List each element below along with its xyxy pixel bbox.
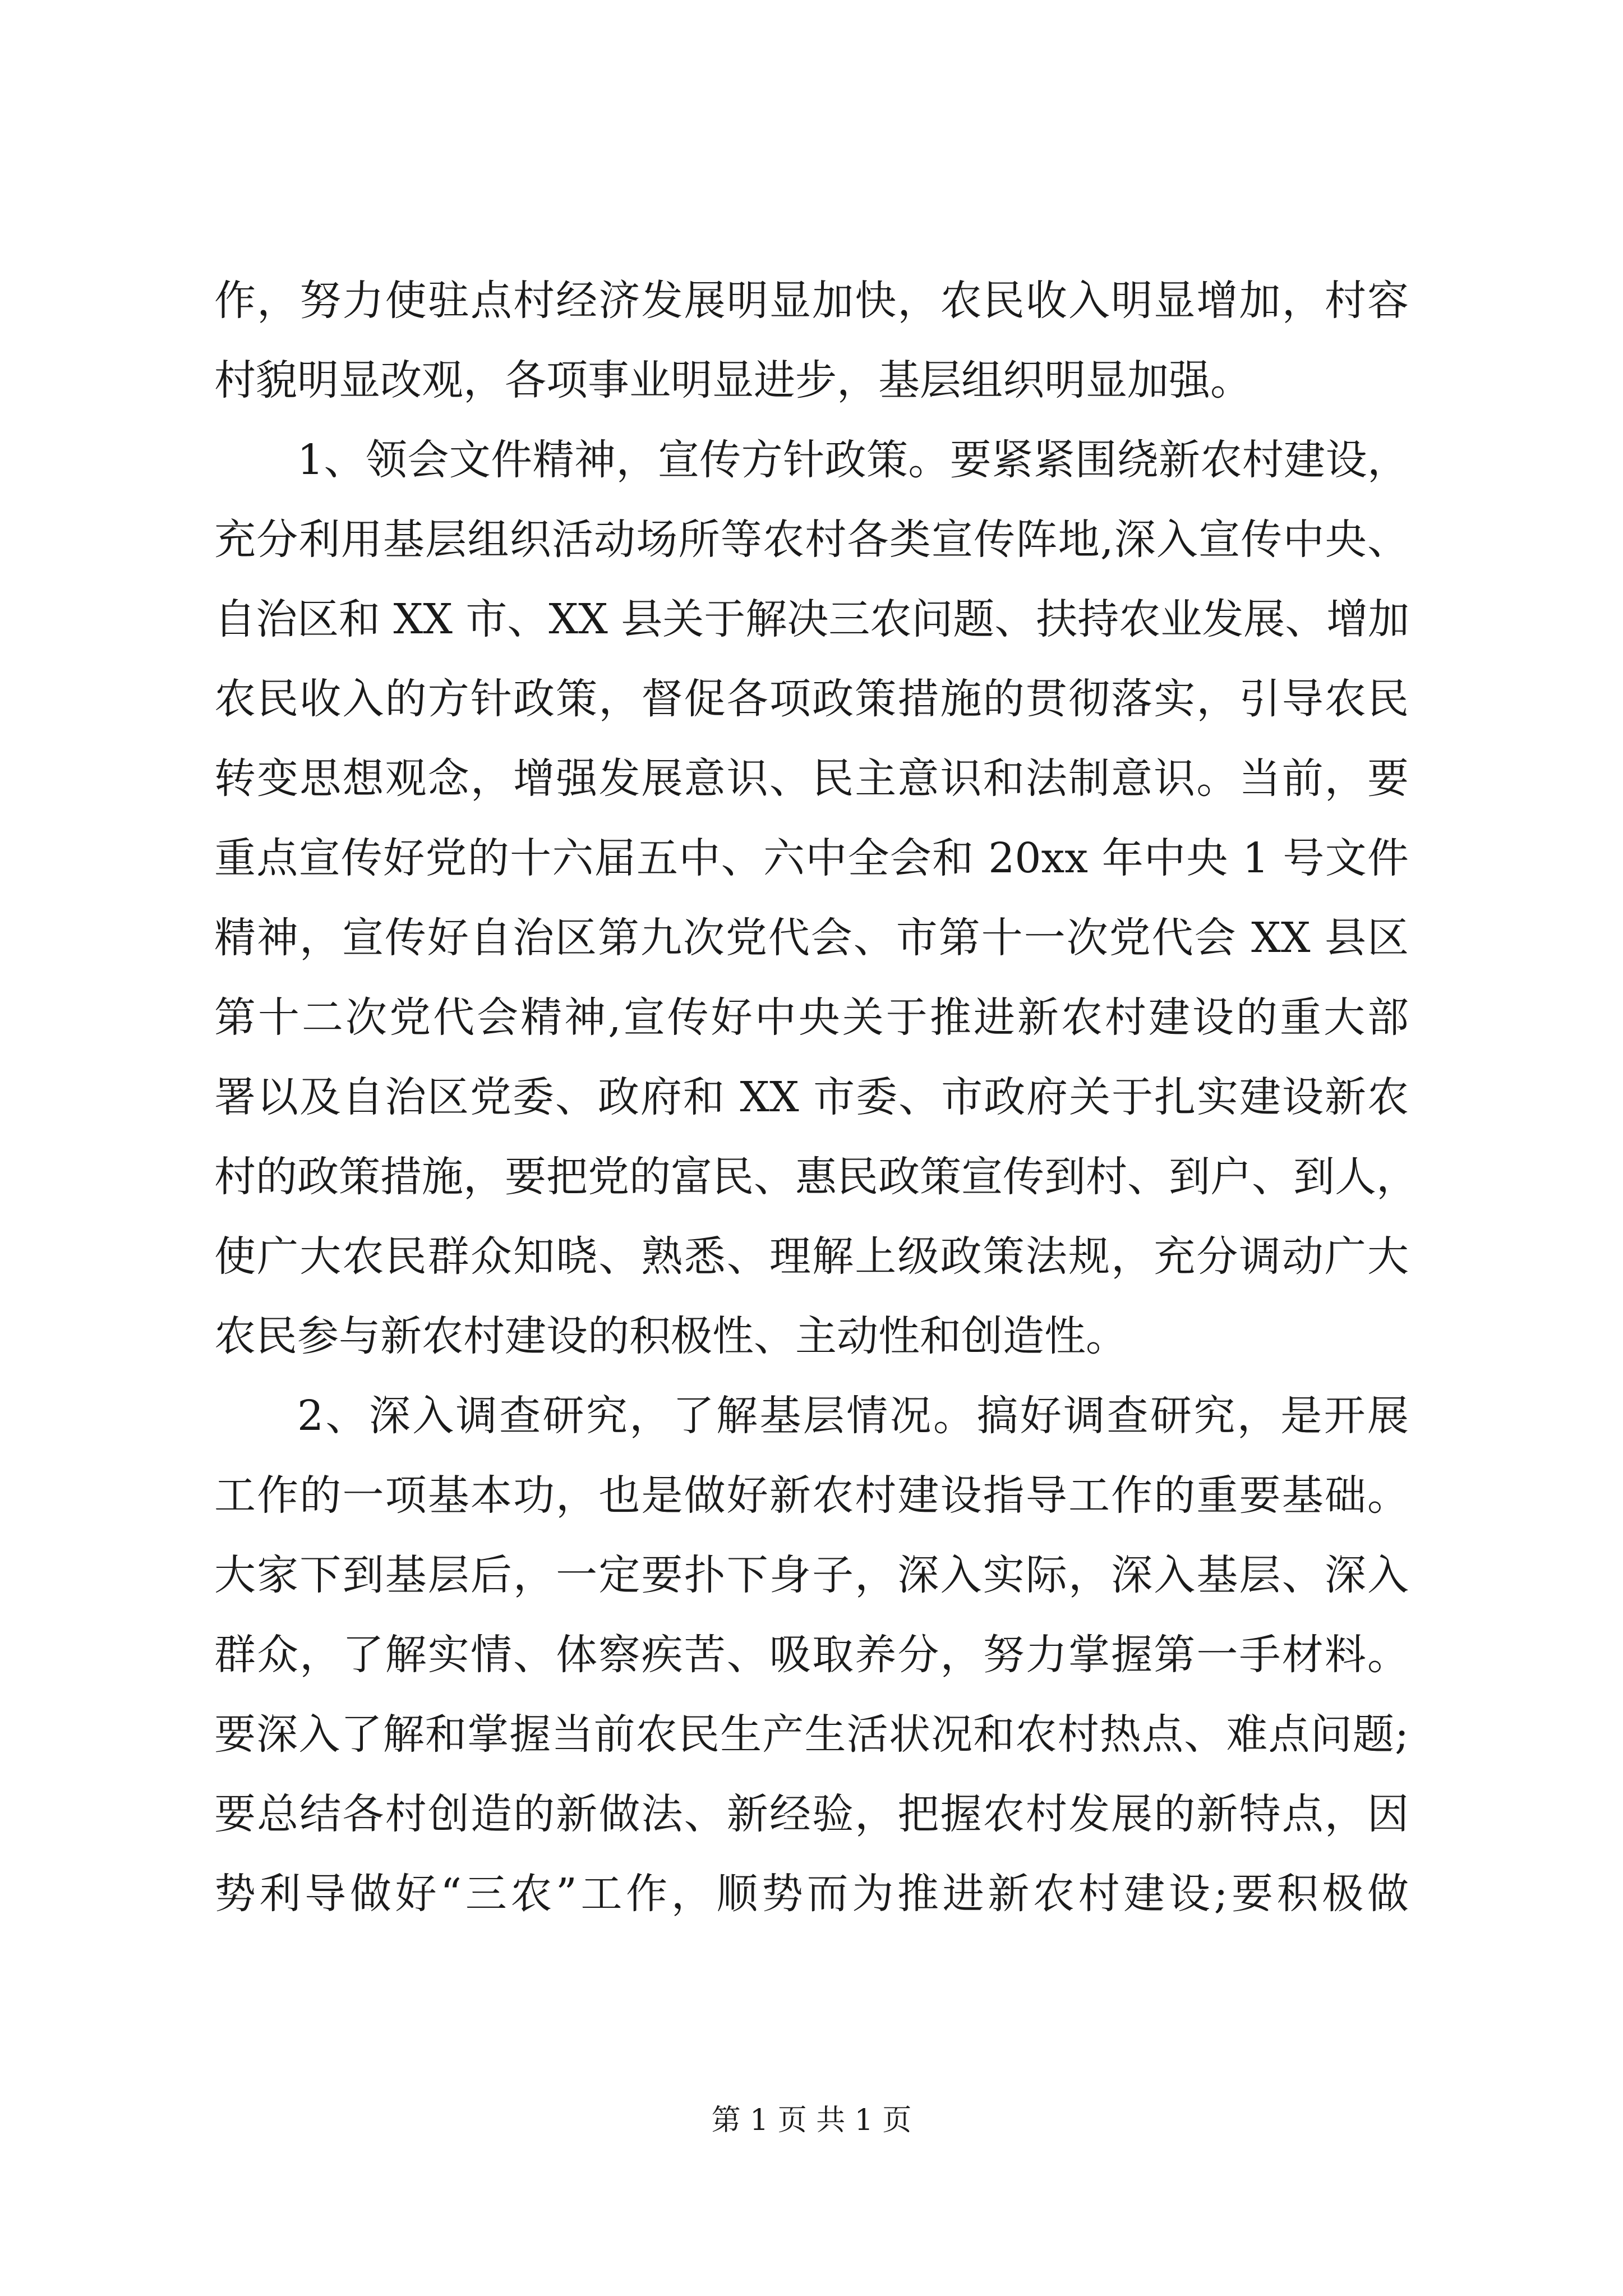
text-line: 自治区和 XX 市、XX 县关于解决三农问题、扶持农业发展、增加 [214,595,1410,643]
document-body [214,261,1418,1934]
text-line: 村的政策措施，要把党的富民、惠民政策宣传到村、到户、到人， [214,1153,1418,1201]
text-line: 第十二次党代会精神,宣传好中央关于推进新农村建设的重大部 [214,993,1409,1042]
text-line: 使广大农民群众知晓、熟悉、理解上级政策法规，充分调动广大 [214,1232,1409,1281]
text-line: 工作的一项基本功，也是做好新农村建设指导工作的重要基础。 [214,1471,1409,1520]
text-line: 要深入了解和掌握当前农民生产生活状况和农村热点、难点问题; [214,1710,1409,1759]
paragraph-2-start: 2、深入调查研究，了解基层情况。搞好调查研究，是开展 [297,1392,1409,1440]
text-line: 大家下到基层后，一定要扑下身子，深入实际，深入基层、深入 [214,1551,1409,1599]
text-line: 村貌明显改观，各项事业明显进步，基层组织明显加强。 [214,356,1252,404]
text-line: 重点宣传好党的十六届五中、六中全会和 20xx 年中央 1 号文件 [214,834,1409,882]
text-line: 转变思想观念，增强发展意识、民主意识和法制意识。当前，要 [214,754,1409,803]
text-line: 作，努力使驻点村经济发展明显加快，农民收入明显增加，村容 [214,277,1409,325]
text-line: 署以及自治区党委、政府和 XX 市委、市政府关于扎实建设新农 [214,1073,1409,1121]
text-line: 势利导做好“三农”工作，顺势而为推进新农村建设;要积极做 [214,1870,1409,1918]
text-line: 农民参与新农村建设的积极性、主动性和创造性。 [214,1312,1127,1360]
text-line: 充分利用基层组织活动场所等农村各类宣传阵地,深入宣传中央、 [214,516,1409,564]
text-line: 精神，宣传好自治区第九次党代会、市第十一次党代会 XX 县区 [214,914,1409,962]
text-line: 农民收入的方针政策，督促各项政策措施的贯彻落实，引导农民 [214,675,1409,723]
paragraph-1-start: 1、领会文件精神，宣传方针政策。要紧紧围绕新农村建设， [297,436,1409,484]
text-line: 群众，了解实情、体察疾苦、吸取养分，努力掌握第一手材料。 [214,1631,1409,1679]
page-number-footer: 第 1 页 共 1 页 [711,2104,912,2137]
text-line: 要总结各村创造的新做法、新经验，把握农村发展的新特点，因 [214,1790,1409,1838]
